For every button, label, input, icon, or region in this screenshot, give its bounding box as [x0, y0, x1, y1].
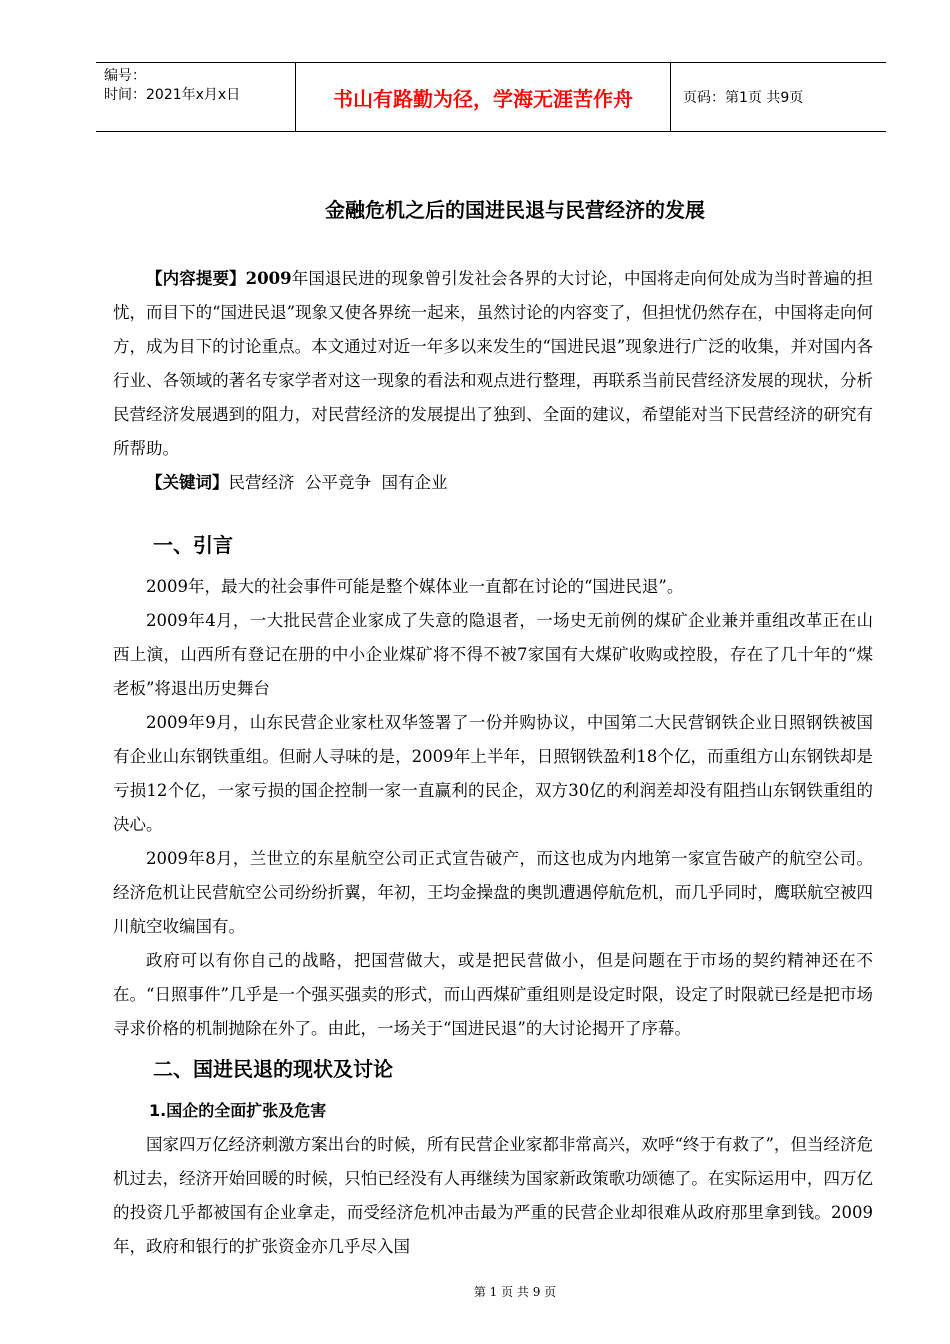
code-label: 编号： — [104, 68, 146, 84]
section-heading-status: 二、国进民退的现状及讨论 — [153, 1057, 393, 1081]
header-motto-cell — [296, 63, 671, 131]
document-header — [96, 62, 886, 132]
subsection-heading: 1.国企的全面扩张及危害 — [149, 1101, 327, 1120]
paragraph: 政府可以有你自己的战略，把国营做大，或是把民营做小，但是问题在于市场的契约精神还在不在。“日照事件”几乎是一个强买强卖的形式，而山西煤矿重组则是设定时限，设定了时限就已经是把市场寻求价格的机制抛除在外了。由此，一场关于“国进民退”的大讨论揭开了序幕。 — [113, 951, 873, 1038]
abstract — [113, 262, 873, 466]
paragraph: 2009年，最大的社会事件可能是整个媒体业一直都在讨论的“国进民退”。 — [146, 577, 684, 596]
paragraph: 2009年4月，一大批民营企业家成了失意的隐退者，一场史无前例的煤矿企业兼并重组改革正在山西上演，山西所有登记在册的中小企业煤矿将不得不被7家国有大煤矿收购或控股，存在了几十年的“煤老板”将退出历史舞台 — [113, 611, 873, 698]
paragraph: 国家四万亿经济刺激方案出台的时候，所有民营企业家都非常高兴，欢呼“终于有救了”，但当经济危机过去，经济开始回暖的时候，只怕已经没有人再继续为国家新政策歌功颂德了。在实际运用中，四万亿的投资几乎都被国有企业拿走，而受经济危机冲击最为严重的民营企业却很难从政府那里拿到钱。2009年，政府和银行的扩张资金亦几乎尽入国 — [113, 1135, 873, 1256]
page-footer: 第 1 页 共 9 页 — [473, 1285, 557, 1299]
time-label: 时间：2021年x月x日 — [104, 87, 241, 103]
abstract-year: 2009 — [245, 269, 292, 288]
abstract-label: 【内容提要】 — [146, 269, 246, 288]
header-page-info: 页码：第1页 共9页 — [683, 90, 804, 106]
header-motto: 书山有路勤为径，学海无涯苦作舟 — [333, 86, 633, 111]
document-title: 金融危机之后的国进民退与民营经济的发展 — [325, 198, 705, 222]
abstract-text: 年国退民进的现象曾引发社会各界的大讨论，中国将走向何处成为当时普遍的担忧，而目下的“国进民退”现象又使各界统一起来，虽然讨论的内容变了，但担忧仍然存在，中国将走向何方，成为目下的讨论重点。本文通过对近一年多以来发生的“国进民退”现象进行广泛的收集，并对国内各行业、各领域的著名专家学者对这一现象的看法和观点进行整理，再联系当前民营经济发展的现状，分析民营经济发展遇到的阻力，对民营经济的发展提出了独到、全面的建议，希望能对当下民营经济的研究有所帮助。 — [113, 269, 874, 458]
section-heading-intro: 一、引言 — [153, 533, 233, 557]
paragraph: 2009年8月，兰世立的东星航空公司正式宣告破产，而这也成为内地第一家宣告破产的航空公司。经济危机让民营航空公司纷纷折翼，年初，王均金操盘的奥凯遭遇停航危机，而几乎同时，鹰联航空被四川航空收编国有。 — [113, 849, 873, 936]
keywords-text: 民营经济 公平竞争 国有企业 — [228, 473, 448, 492]
document-body — [113, 262, 873, 1264]
header-meta — [96, 63, 296, 131]
keywords-label: 【关键词】 — [146, 473, 229, 492]
keywords — [113, 466, 873, 500]
paragraph: 2009年9月，山东民营企业家杜双华签署了一份并购协议，中国第二大民营钢铁企业日照钢铁被国有企业山东钢铁重组。但耐人寻味的是，2009年上半年，日照钢铁盈利18个亿，而重组方山东钢铁却是亏损12个亿，一家亏损的国企控制一家一直赢利的民企，双方30亿的利润差却没有阻挡山东钢铁重组的决心。 — [113, 713, 873, 834]
